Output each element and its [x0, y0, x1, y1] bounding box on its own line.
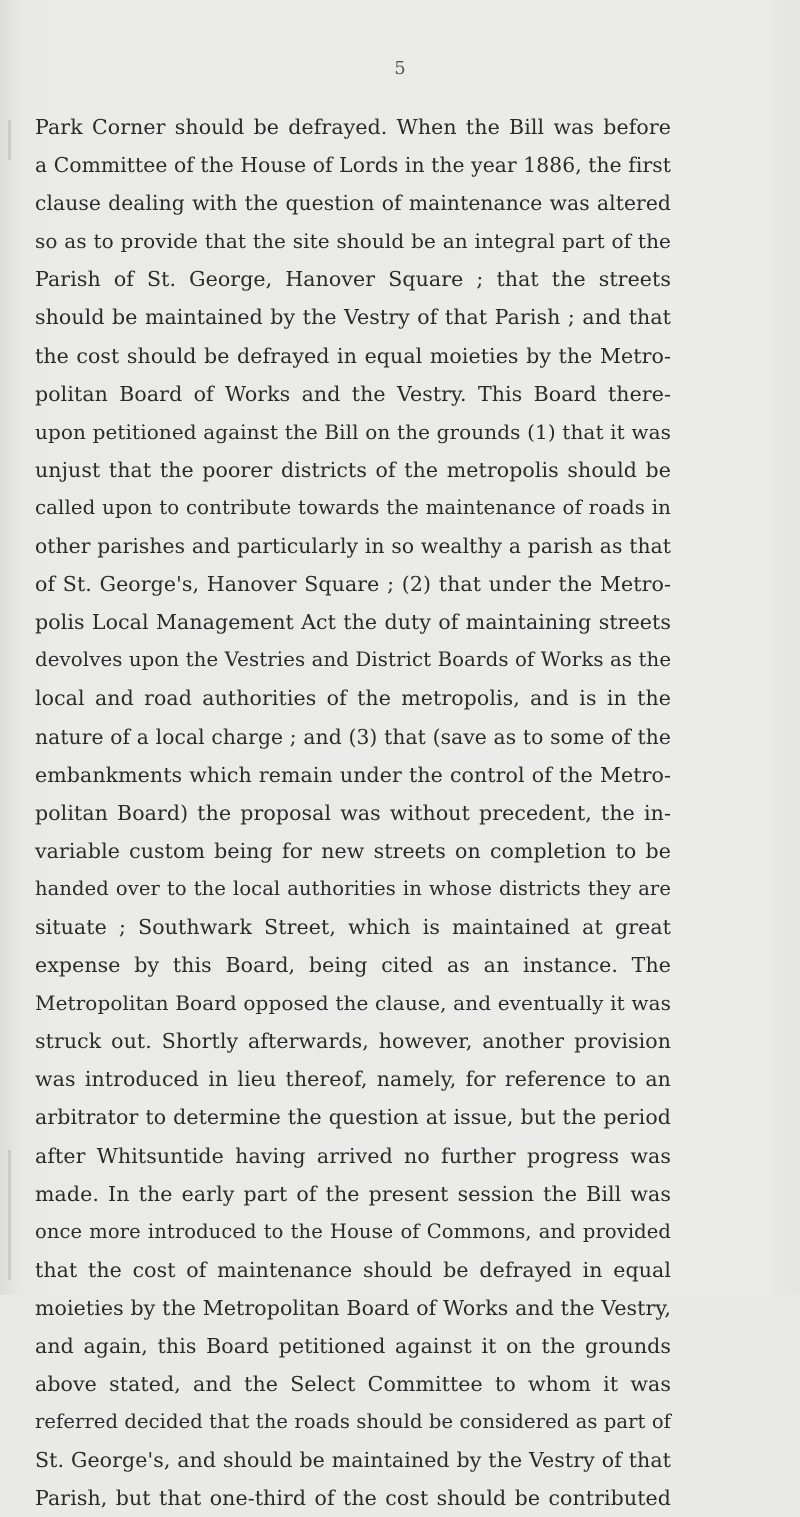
text-line: was introduced in lieu thereof, namely, for reference to an	[35, 1067, 671, 1092]
text-line: struck out. Shortly afterwards, however, another provision	[35, 1029, 671, 1054]
page-edge-shadow	[8, 120, 11, 160]
text-line: made. In the early part of the present session the Bill was	[35, 1181, 671, 1206]
text-line: that the cost of maintenance should be defrayed in equal	[35, 1257, 671, 1282]
text-line: embankments which remain under the control of the Metro-	[35, 762, 671, 787]
text-line: and again, this Board petitioned against it on the grounds	[35, 1334, 671, 1358]
text-line: local and road authorities of the metropolis, and is in the	[35, 686, 671, 711]
text-line: politan Board) the proposal was without precedent, the in-	[35, 800, 671, 825]
body-text	[35, 108, 671, 1517]
text-line: other parishes and particularly in so wealthy a parish as that	[35, 534, 671, 559]
text-line: once more introduced to the House of Commons, and provided	[35, 1219, 671, 1243]
text-line: the cost should be defrayed in equal moieties by the Metro-	[35, 343, 671, 368]
text-line: after Whitsuntide having arrived no further progress was	[35, 1143, 671, 1168]
text-line: Parish, but that one-third of the cost should be contributed	[35, 1486, 671, 1511]
text-line: so as to provide that the site should be an integral part of the	[35, 229, 671, 254]
text-line: a Committee of the House of Lords in the year 1886, the first	[35, 153, 671, 178]
text-line: polis Local Management Act the duty of maintaining streets	[35, 610, 671, 635]
text-line: handed over to the local authorities in whose districts they are	[35, 876, 671, 900]
text-line: should be maintained by the Vestry of that Parish ; and that	[35, 305, 671, 330]
text-line: of St. George's, Hanover Square ; (2) that under the Metro-	[35, 572, 671, 597]
text-line: nature of a local charge ; and (3) that (save as to some of the	[35, 724, 671, 749]
text-line: politan Board of Works and the Vestry. This Board there-	[35, 381, 671, 406]
text-line: upon petitioned against the Bill on the grounds (1) that it was	[35, 419, 671, 444]
text-line: moieties by the Metropolitan Board of Works and the Vestry,	[35, 1295, 671, 1320]
text-line: clause dealing with the question of maintenance was altered	[35, 191, 671, 216]
text-line: unjust that the poorer districts of the metropolis should be	[35, 457, 671, 482]
text-line: called upon to contribute towards the maintenance of roads in	[35, 495, 671, 519]
text-line: devolves upon the Vestries and District Boards of Works as the	[35, 648, 672, 672]
page-edge-shadow	[8, 1150, 11, 1280]
text-line: above stated, and the Select Committee to whom it was	[35, 1372, 671, 1397]
text-line: referred decided that the roads should be considered as part of	[35, 1410, 671, 1434]
text-line: arbitrator to determine the question at issue, but the period	[35, 1105, 671, 1130]
text-line: Park Corner should be defrayed. When the Bill was before	[35, 115, 671, 139]
text-line: Parish of St. George, Hanover Square ; that the streets	[35, 267, 671, 292]
text-line: St. George's, and should be maintained by the Vestry of that	[35, 1448, 671, 1473]
text-line: expense by this Board, being cited as an instance. The	[35, 953, 671, 978]
page-number: 5	[394, 58, 406, 79]
text-line: situate ; Southwark Street, which is maintained at great	[35, 914, 671, 939]
text-line: variable custom being for new streets on completion to be	[35, 838, 671, 863]
text-line: Metropolitan Board opposed the clause, and eventually it was	[35, 991, 671, 1016]
